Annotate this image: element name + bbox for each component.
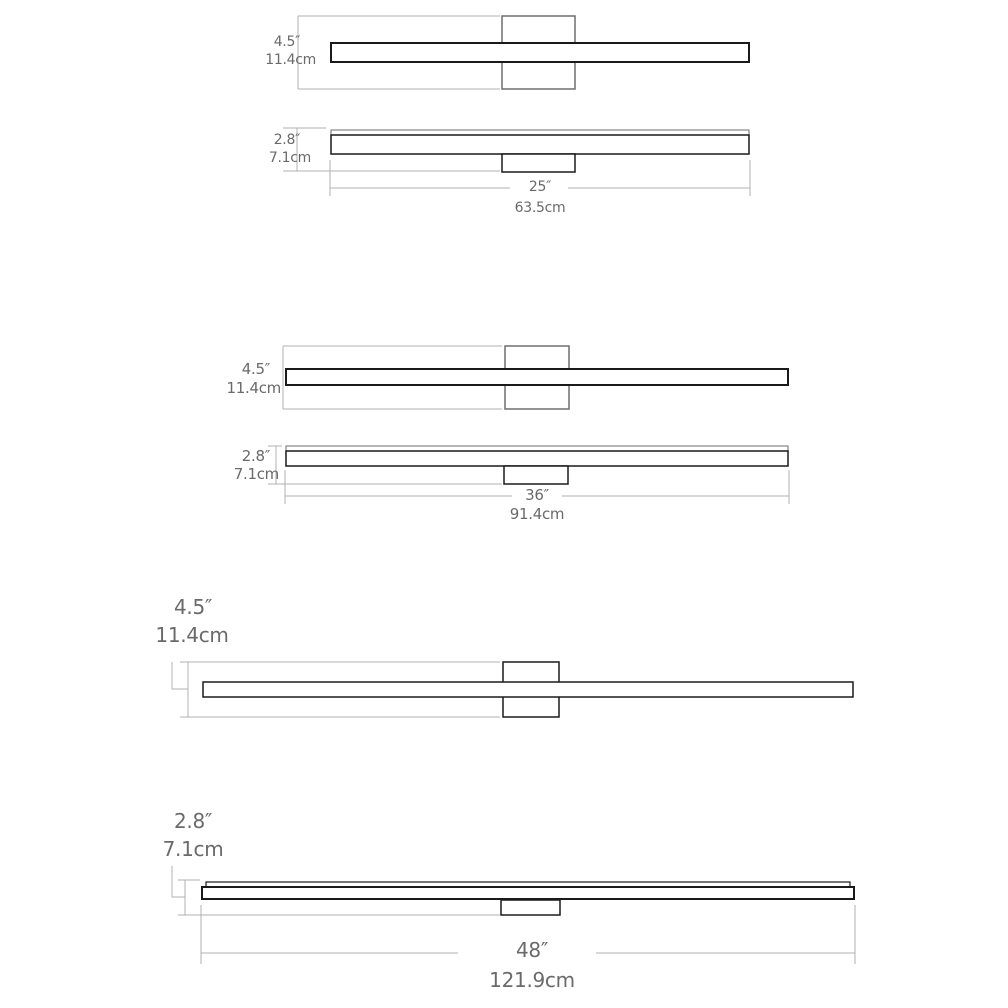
width-cm-label: 121.9cm: [489, 968, 575, 992]
height-inches-label: 4.5″: [241, 360, 270, 378]
width-inches-label: 25″: [528, 179, 552, 195]
fixture-36-front-view: [283, 346, 788, 409]
height-cm-label: 11.4cm: [265, 52, 316, 68]
light-bar-body: [202, 887, 854, 899]
height-cm-label: 11.4cm: [226, 379, 281, 397]
depth-cm-label: 7.1cm: [268, 150, 311, 166]
depth-inches-label: 2.8″: [173, 809, 213, 833]
label-leader-line: [172, 866, 185, 897]
depth-inches-label: 2.8″: [273, 132, 300, 148]
fixture-48-front-view: [172, 662, 853, 717]
width-inches-label: 48″: [515, 938, 549, 962]
width-inches-label: 36″: [525, 486, 549, 504]
light-bar-body: [286, 451, 788, 466]
height-inches-label: 4.5″: [173, 595, 213, 619]
depth-cm-label: 7.1cm: [162, 837, 224, 861]
fixture-48-side-view: [172, 866, 855, 964]
backplate: [502, 154, 575, 172]
depth-cm-label: 7.1cm: [233, 465, 279, 483]
light-bar: [203, 682, 853, 697]
light-bar: [331, 43, 749, 62]
label-leader-line: [172, 662, 188, 689]
height-cm-label: 11.4cm: [155, 623, 229, 647]
backplate: [501, 900, 560, 915]
light-bar: [286, 369, 788, 385]
fixture-25-side-view: [283, 128, 750, 196]
height-inches-label: 4.5″: [273, 34, 300, 50]
width-cm-label: 91.4cm: [509, 505, 565, 523]
depth-inches-label: 2.8″: [241, 447, 270, 465]
fixture-25-front-view: [298, 16, 749, 89]
backplate: [504, 466, 568, 484]
width-cm-label: 63.5cm: [514, 200, 566, 216]
light-bar-body: [331, 135, 749, 154]
